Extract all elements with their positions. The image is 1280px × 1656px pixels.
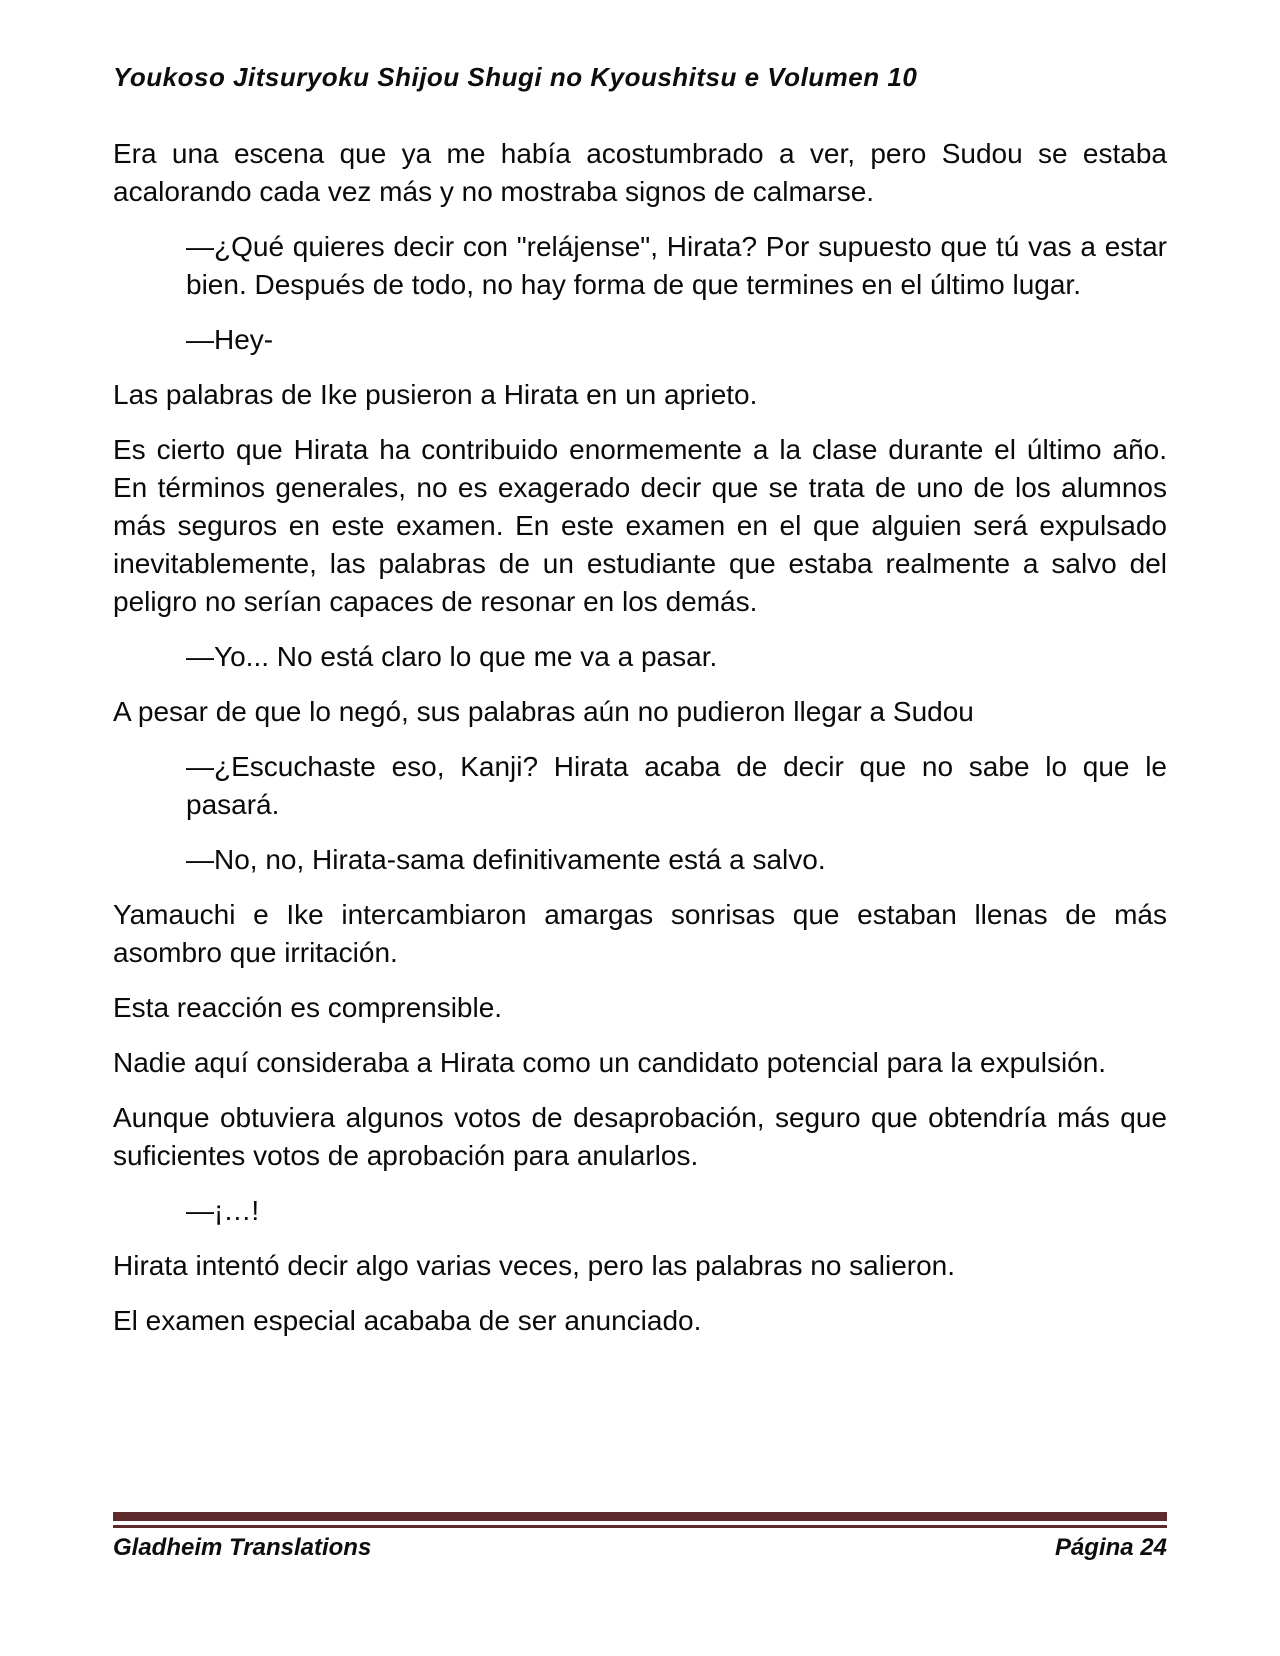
- paragraph: Aunque obtuviera algunos votos de desaprobación, seguro que obtendría más que suficientes votos de aprobación para anularlos.: [113, 1102, 1167, 1171]
- footer-page-number: Página 24: [1054, 1534, 1167, 1561]
- paragraph: Hirata intentó decir algo varias veces, pero las palabras no salieron.: [113, 1250, 956, 1281]
- footer-row: [113, 1534, 1167, 1562]
- paragraph: Es cierto que Hirata ha contribuido enormemente a la clase durante el último año. En términos generales, no es exagerado decir que se trata de uno de los alumnos más seguros en este examen. En este examen en el que alguien será expulsado inevitablemente, las palabras de un estudiante que estaba realmente a salvo del peligro no serían capaces de resonar en los demás.: [113, 434, 1167, 617]
- header-title: Youkoso Jitsuryoku Shijou Shugi no Kyoushitsu e Volumen 10: [113, 62, 918, 92]
- dialogue-paragraph: —¿Escuchaste eso, Kanji? Hirata acaba de decir que no sabe lo que le pasará.: [186, 751, 1167, 820]
- dialogue-paragraph: —Yo... No está claro lo que me va a pasar.: [186, 641, 718, 672]
- paragraph: Era una escena que ya me había acostumbrado a ver, pero Sudou se estaba acalorando cada vez más y no mostraba signos de calmarse.: [113, 138, 1167, 207]
- dialogue-paragraph: —¿Qué quieres decir con "relájense", Hirata? Por supuesto que tú vas a estar bien. Después de todo, no hay forma de que termines en el último lugar.: [186, 231, 1167, 300]
- document-body: [113, 135, 1167, 1340]
- footer-translator: Gladheim Translations: [113, 1534, 372, 1561]
- paragraph: Esta reacción es comprensible.: [113, 992, 503, 1023]
- paragraph: Yamauchi e Ike intercambiaron amargas sonrisas que estaban llenas de más asombro que irritación.: [113, 899, 1167, 968]
- footer-rule: [113, 1512, 1167, 1528]
- paragraph: Nadie aquí consideraba a Hirata como un candidato potencial para la expulsión.: [113, 1047, 1107, 1078]
- paragraph: A pesar de que lo negó, sus palabras aún no pudieron llegar a Sudou: [113, 696, 974, 727]
- dialogue-paragraph: —Hey-: [186, 324, 274, 355]
- dialogue-paragraph: —¡…!: [186, 1195, 260, 1226]
- dialogue-paragraph: —No, no, Hirata-sama definitivamente está a salvo.: [186, 844, 826, 875]
- page-header: [113, 62, 1167, 93]
- page-footer: [113, 1512, 1167, 1562]
- paragraph: El examen especial acababa de ser anunciado.: [113, 1305, 702, 1336]
- paragraph: Las palabras de Ike pusieron a Hirata en un aprieto.: [113, 379, 758, 410]
